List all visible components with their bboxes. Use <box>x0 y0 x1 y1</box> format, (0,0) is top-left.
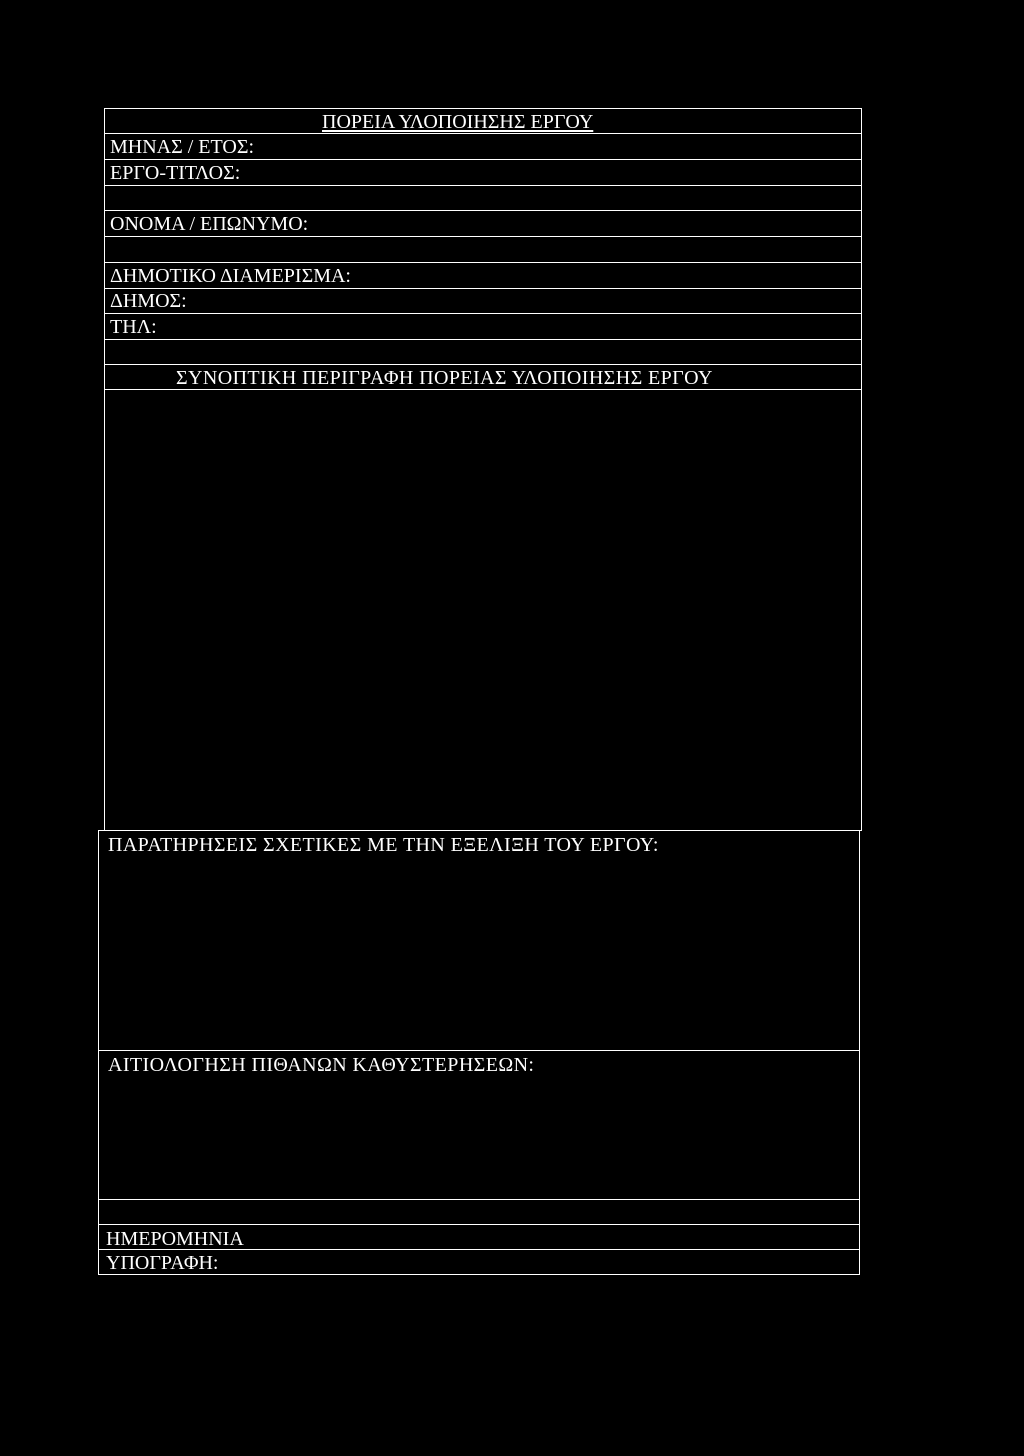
municipal-district-label: ΔΗΜΟΤΙΚΟ ΔΙΑΜΕΡΙΣΜΑ: <box>110 265 351 287</box>
signature-label: ΥΠΟΓΡΑΦΗ: <box>106 1252 219 1274</box>
remarks-area[interactable] <box>100 860 858 1048</box>
name-label: ΟΝΟΜΑ / ΕΠΩΝΥΜΟ: <box>110 213 309 235</box>
lower-left-border <box>98 830 99 1274</box>
rule-after-project-title <box>104 185 862 186</box>
rule-after-municipality <box>104 313 862 314</box>
rule-before-date <box>98 1224 860 1225</box>
rule-after-phone <box>104 339 862 340</box>
summary-area[interactable] <box>100 391 858 828</box>
delays-area[interactable] <box>100 1080 858 1197</box>
form-right-border <box>861 108 862 830</box>
summary-heading: ΣΥΝΟΠΤΙΚΗ ΠΕΡΙΓΡΑΦΗ ΠΟΡΕΙΑΣ ΥΛΟΠΟΙΗΣΗΣ ΕΡΓΟΥ <box>176 367 713 389</box>
form-title: ΠΟΡΕΙΑ ΥΛΟΠΟΙΗΣΗΣ ΕΡΓΟΥ <box>322 111 594 133</box>
rule-after-name <box>104 236 862 237</box>
remarks-heading: ΠΑΡΑΤΗΡΗΣΕΙΣ ΣΧΕΤΙΚΕΣ ΜΕ ΤΗΝ ΕΞΕΛΙΞΗ ΤΟΥ ΕΡΓΟΥ: <box>108 834 659 856</box>
rule-after-month-year <box>104 159 862 160</box>
progress-report-form <box>96 108 862 1276</box>
rule-after-summary-area <box>98 830 862 831</box>
municipality-label: ΔΗΜΟΣ: <box>110 290 187 312</box>
month-year-label: ΜΗΝΑΣ / ΕΤΟΣ: <box>110 136 255 158</box>
rule-after-remarks-area <box>98 1050 860 1051</box>
phone-label: ΤΗΛ: <box>110 316 157 338</box>
project-title-label: ΕΡΓΟ-ΤΙΤΛΟΣ: <box>110 162 241 184</box>
rule-before-summary <box>104 364 862 365</box>
delays-heading: ΑΙΤΙΟΛΟΓΗΣΗ ΠΙΘΑΝΩΝ ΚΑΘΥΣΤΕΡΗΣΕΩΝ: <box>108 1054 535 1076</box>
rule-after-summary-heading <box>104 389 862 390</box>
rule-after-delays-area <box>98 1199 860 1200</box>
rule-after-title <box>104 133 862 134</box>
rule-blank-2 <box>104 262 862 263</box>
rule-after-district <box>104 288 862 289</box>
rule-top <box>104 108 862 109</box>
date-label: ΗΜΕΡΟΜΗΝΙΑ <box>106 1228 244 1250</box>
rule-bottom <box>98 1274 860 1275</box>
lower-right-border <box>859 830 860 1274</box>
rule-blank-1 <box>104 210 862 211</box>
